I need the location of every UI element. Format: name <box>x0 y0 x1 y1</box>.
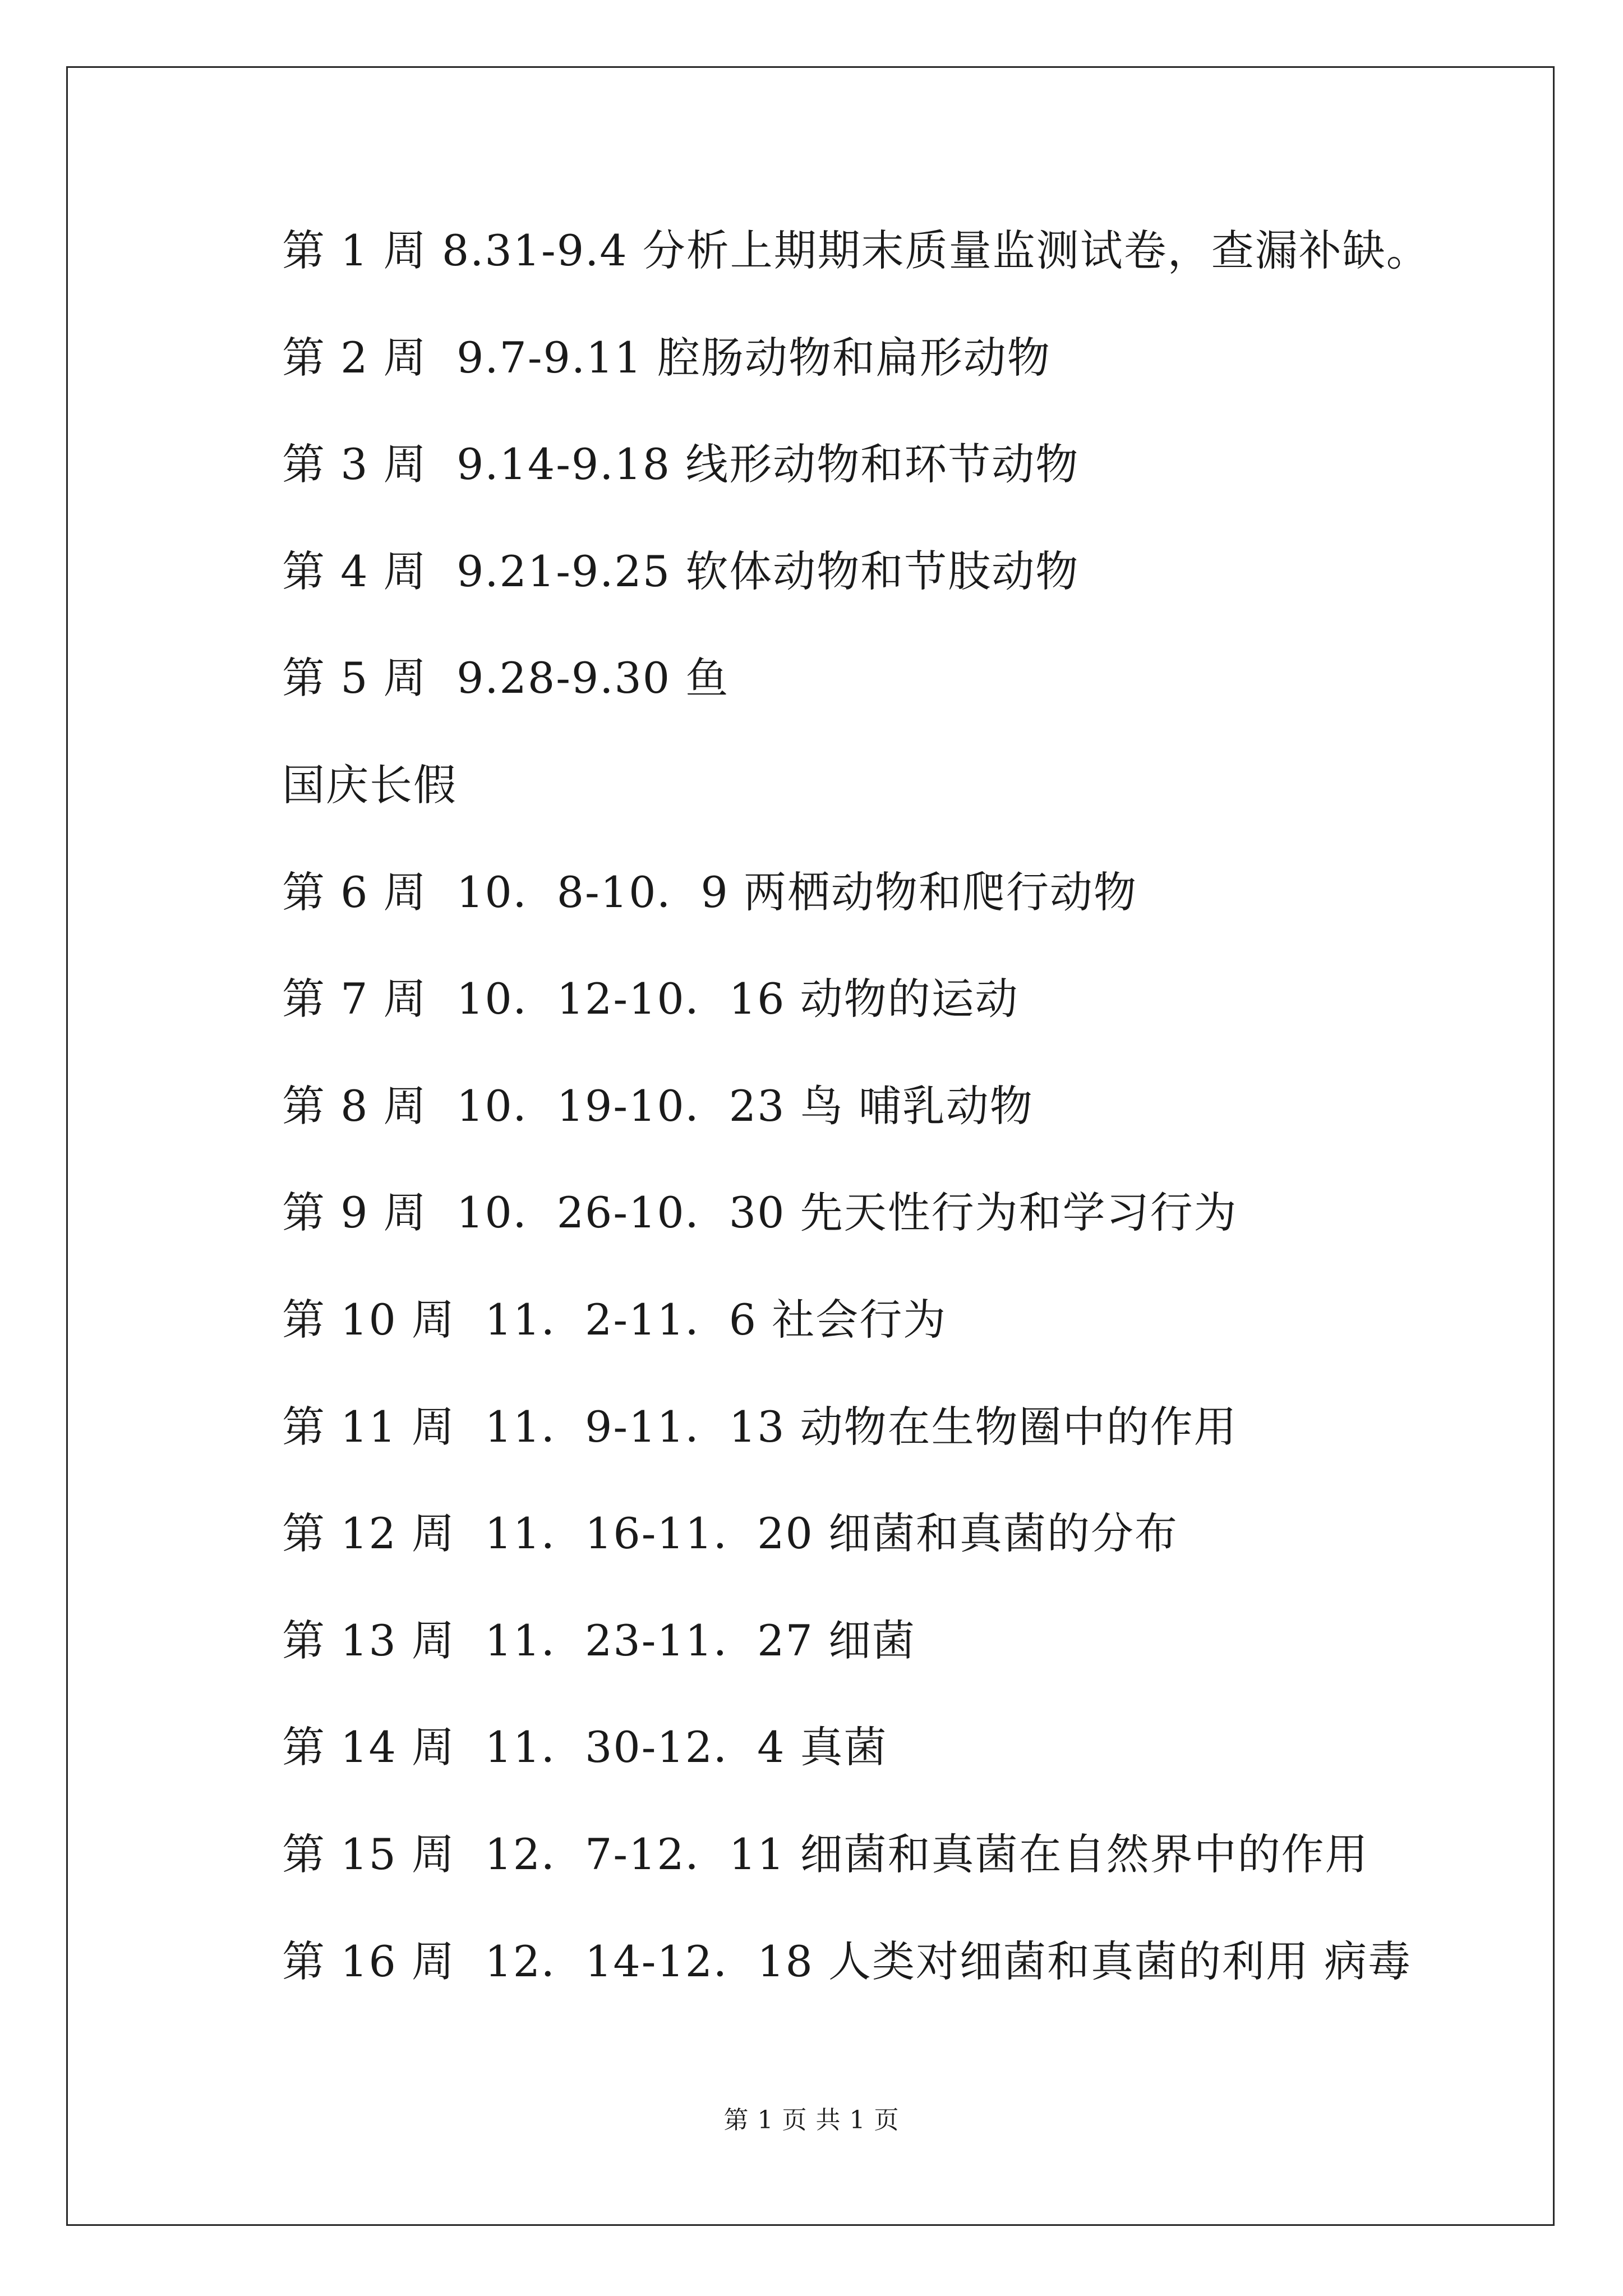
schedule-line-week-3: 第 3 周 9.14-9.18 线形动物和环节动物 <box>282 439 1080 490</box>
schedule-line-week-5: 第 5 周 9.28-9.30 鱼 <box>282 653 730 703</box>
schedule-line-week-16: 第 16 周 12．14-12．18 人类对细菌和真菌的利用 病毒 <box>282 1936 1412 1986</box>
schedule-line-week-11: 第 11 周 11．9-11．13 动物在生物圈中的作用 <box>282 1401 1238 1452</box>
schedule-line-week-14: 第 14 周 11．30-12．4 真菌 <box>282 1722 888 1773</box>
schedule-line-week-9: 第 9 周 10．26-10．30 先天性行为和学习行为 <box>282 1188 1238 1238</box>
schedule-line-week-10: 第 10 周 11．2-11．6 社会行为 <box>282 1294 947 1345</box>
schedule-line-week-13: 第 13 周 11．23-11．27 细菌 <box>282 1615 916 1665</box>
schedule-list <box>282 220 1430 2037</box>
schedule-line-holiday: 国庆长假 <box>282 760 457 810</box>
schedule-line-week-1: 第 1 周 8.31-9.4 分析上期期末质量监测试卷，查漏补缺。 <box>282 226 1430 275</box>
schedule-line-week-15: 第 15 周 12．7-12．11 细菌和真菌在自然界中的作用 <box>282 1829 1369 1879</box>
schedule-line-week-7: 第 7 周 10．12-10．16 动物的运动 <box>282 974 1019 1024</box>
schedule-line-week-12: 第 12 周 11．16-11．20 细菌和真菌的分布 <box>282 1508 1179 1559</box>
schedule-line-week-4: 第 4 周 9.21-9.25 软体动物和节肢动物 <box>282 546 1080 596</box>
schedule-line-week-2: 第 2 周 9.7-9.11 腔肠动物和扁形动物 <box>282 332 1051 383</box>
page-number-footer: 第 1 页 共 1 页 <box>723 2106 900 2134</box>
schedule-line-week-8: 第 8 周 10．19-10．23 鸟 哺乳动物 <box>282 1080 1034 1131</box>
schedule-line-week-6: 第 6 周 10．8-10．9 两栖动物和爬行动物 <box>282 867 1137 917</box>
